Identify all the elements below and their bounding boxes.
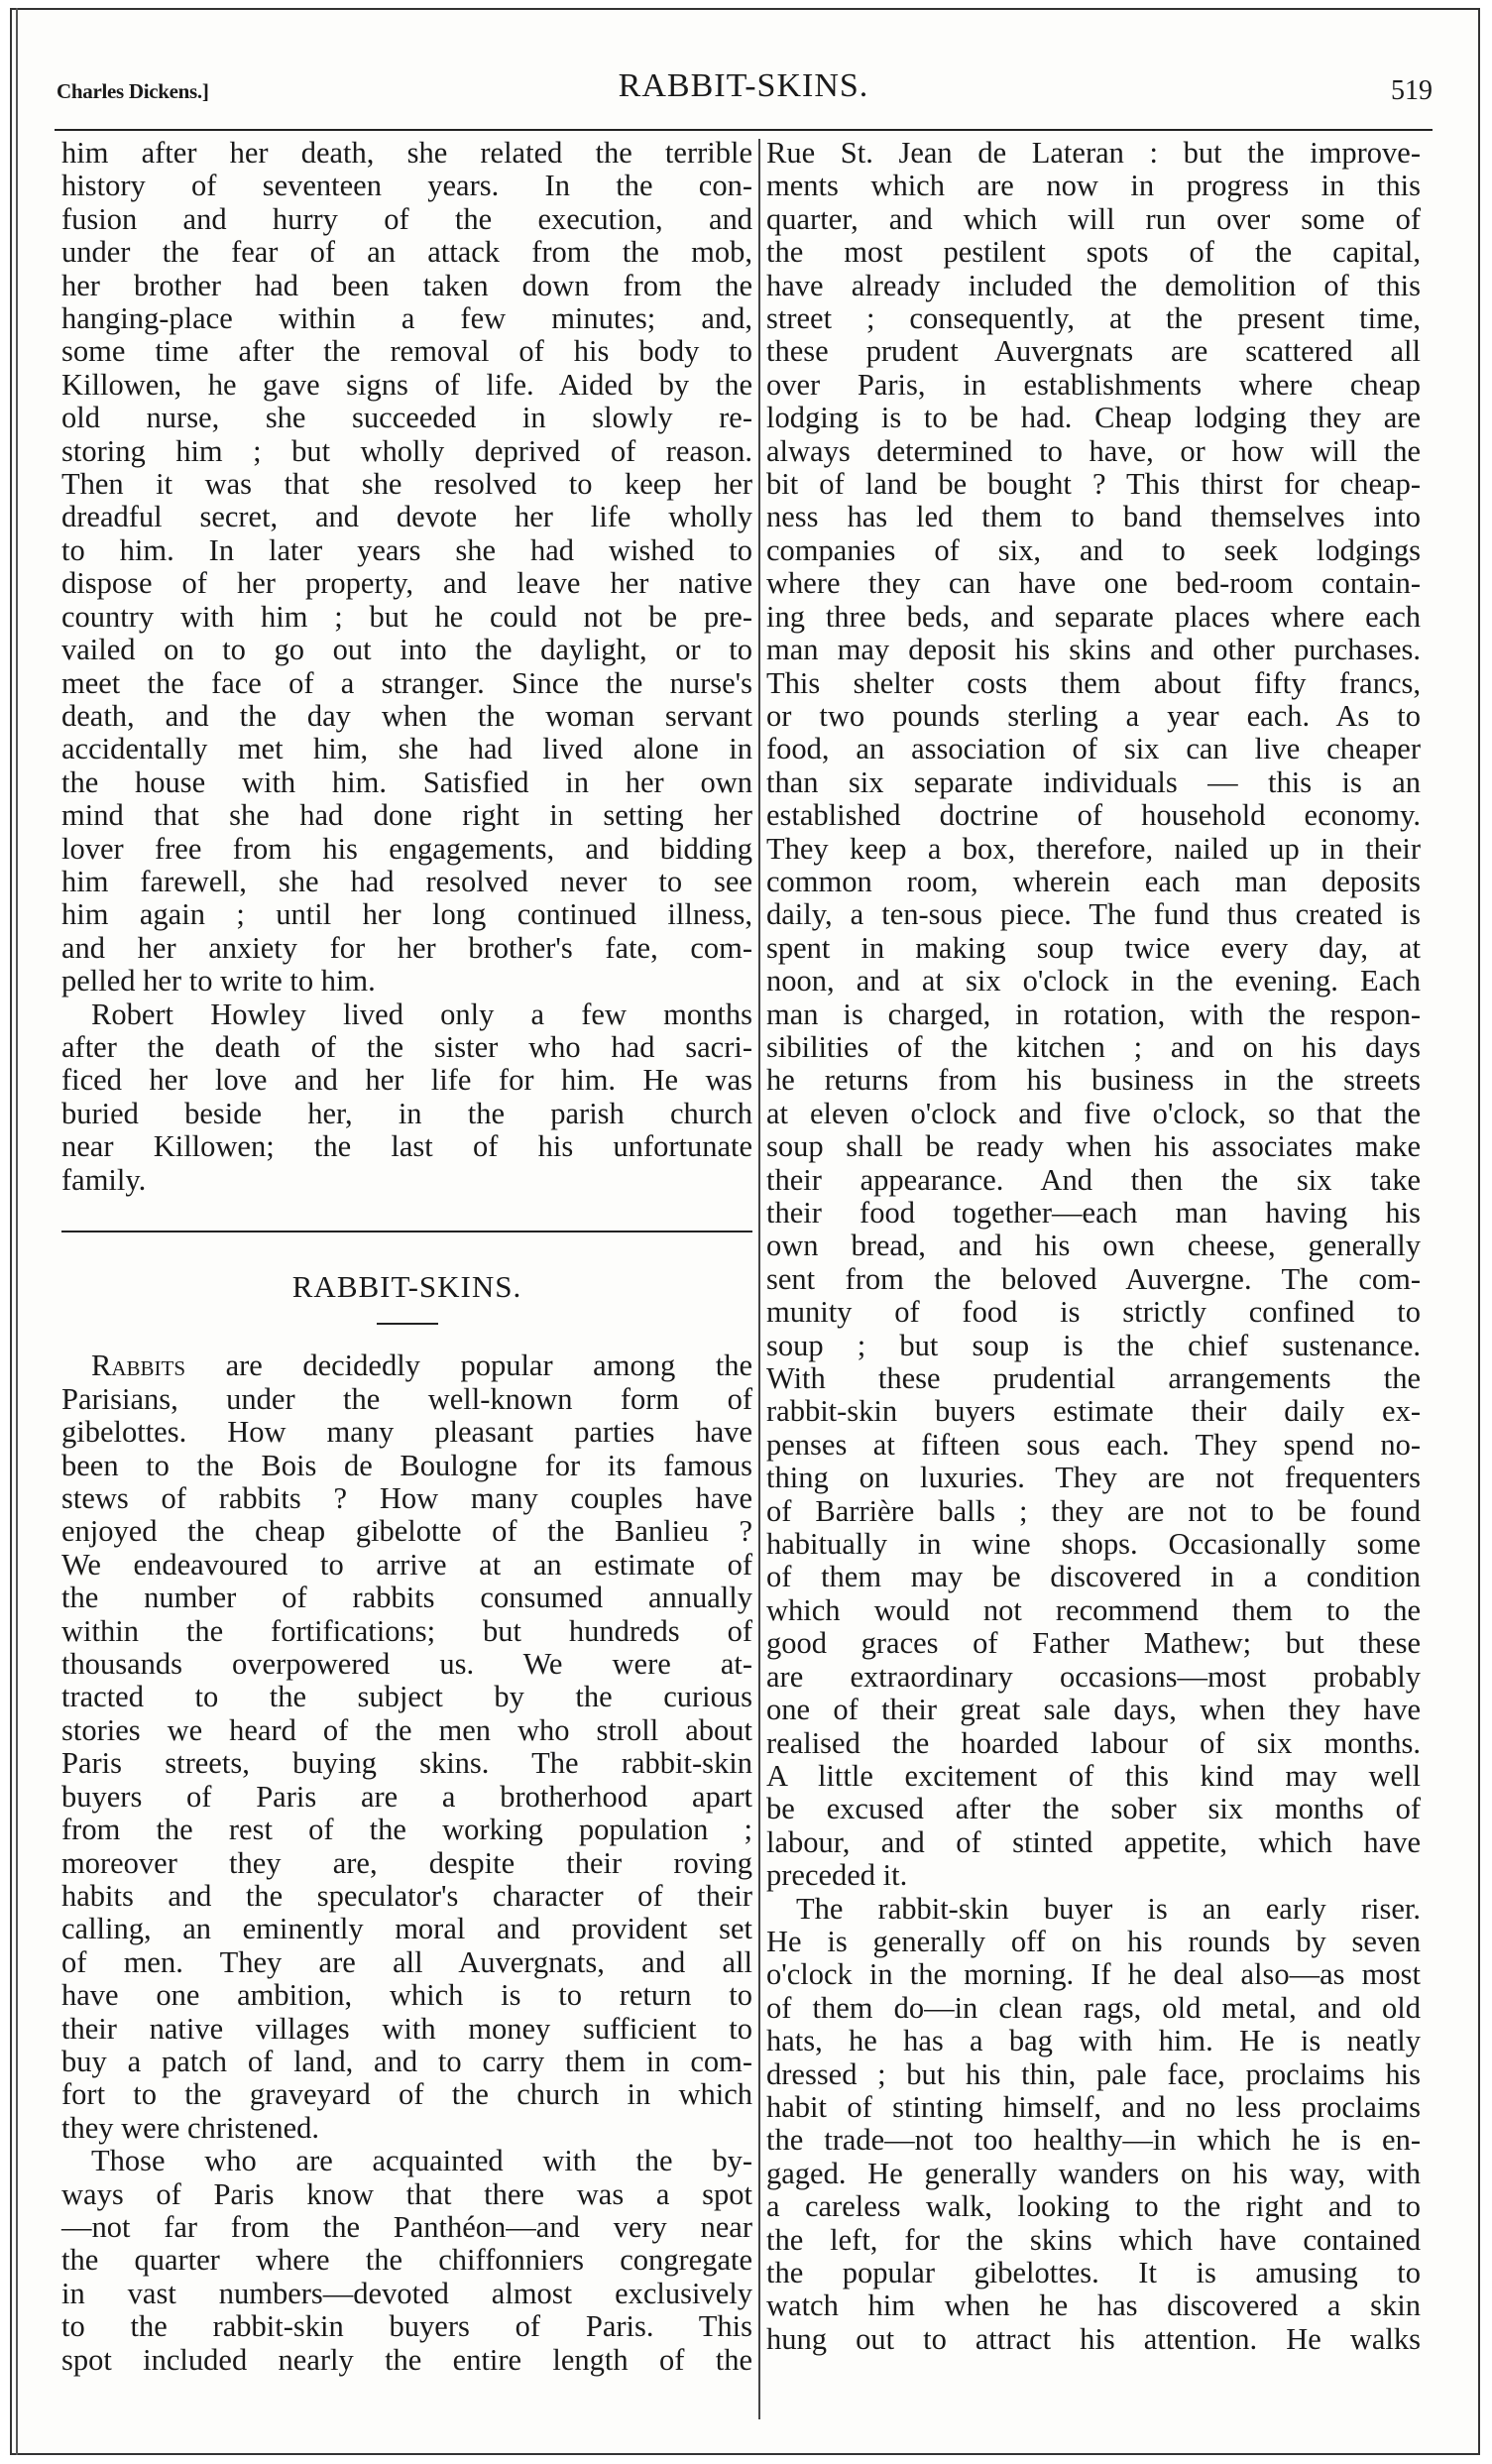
paragraph-line: within the fortifications; but hundreds of (61, 1613, 752, 1648)
paragraph-line: stews of rabbits ? How many couples have (61, 1481, 752, 1516)
paragraph-line: which would not recommend them to the (766, 1592, 1421, 1627)
paragraph-line: in vast numbers—devoted almost exclusively (61, 2276, 752, 2310)
paragraph-line: at eleven o'clock and five o'clock, so that the (766, 1096, 1421, 1130)
paragraph-line: death, and the day when the woman servant (61, 698, 752, 733)
paragraph-line: —not far from the Panthéon—and very near (61, 2209, 752, 2244)
paragraph-line: soup shall be ready when his associates make (766, 1129, 1421, 1164)
paragraph-line: spent in making soup twice every day, at (766, 930, 1421, 965)
paragraph-line: accidentally met him, she had lived alone in (61, 732, 752, 766)
paragraph-line: watch him when he has discovered a skin (766, 2288, 1421, 2323)
paragraph-line: They keep a box, therefore, nailed up in their (766, 831, 1421, 866)
paragraph-line: the most pestilent spots of the capital, (766, 235, 1421, 270)
running-header (55, 59, 1433, 131)
paragraph-line: Rue St. Jean de Lateran : but the improve- (766, 136, 1421, 170)
paragraph-line: country with him ; but he could not be pre- (61, 599, 752, 634)
section-divider (61, 1231, 752, 1232)
paragraph-line: rabbit-skin buyers estimate their daily ex- (766, 1394, 1421, 1429)
paragraph-line: him again ; until her long continued illness, (61, 897, 752, 932)
paragraph-line: are extraordinary occasions—most probably (766, 1659, 1421, 1694)
paragraph-line: spot included nearly the entire length of the (61, 2342, 752, 2377)
paragraph-line: after the death of the sister who had sacri- (61, 1029, 752, 1064)
paragraph-line: to him. In later years she had wished to (61, 532, 752, 567)
paragraph-line: storing him ; but wholly deprived of reason. (61, 433, 752, 468)
paragraph-line: to the rabbit-skin buyers of Paris. This (61, 2309, 752, 2344)
paragraph-line: ments which are now in progress in this (766, 169, 1421, 203)
paragraph-line: family. (61, 1162, 147, 1197)
paragraph-line: The rabbit-skin buyer is an early riser. (796, 1891, 1421, 1926)
paragraph-line: of them may be discovered in a condition (766, 1560, 1421, 1594)
section-title: RABBIT-SKINS. (291, 1269, 522, 1304)
paragraph-line: Paris streets, buying skins. The rabbit-skin (61, 1746, 752, 1781)
paragraph-line: moreover they are, despite their roving (61, 1845, 752, 1880)
paragraph-line: ing three beds, and separate places where each (766, 599, 1421, 634)
paragraph-line: near Killowen; the last of his unfortunate (61, 1129, 752, 1164)
paragraph-line: This shelter costs them about fifty francs, (766, 665, 1421, 700)
paragraph-line: they were christened. (61, 2110, 319, 2145)
paragraph-line: have one ambition, which is to return to (61, 1978, 752, 2013)
paragraph-line: where they can have one bed-room contain- (766, 566, 1421, 601)
paragraph-line: habitually in wine shops. Occasionally some (766, 1527, 1421, 1562)
paragraph-line: munity of food is strictly confined to (766, 1295, 1421, 1330)
paragraph-line: hung out to attract his attention. He walks (766, 2321, 1421, 2356)
paragraph-line: the popular gibelottes. It is amusing to (766, 2256, 1421, 2289)
paragraph-line: their native villages with money sufficient to (61, 2011, 752, 2046)
paragraph-line: hats, he has a bag with him. He is neatly (766, 2024, 1421, 2058)
paragraph-line: Then it was that she resolved to keep her (61, 467, 752, 502)
paragraph-line: habit of stinting himself, and no less proclaims (766, 2089, 1421, 2124)
paragraph-line: realised the hoarded labour of six months. (766, 1725, 1421, 1760)
paragraph-line: him after her death, she related the terrible (61, 136, 752, 170)
paragraph-line: lodging is to be had. Cheap lodging they are (766, 401, 1421, 435)
paragraph-line: gaged. He generally wanders on his way, with (766, 2156, 1421, 2190)
page-number: 519 (1391, 75, 1433, 106)
paragraph-line: We endeavoured to arrive at an estimate of (61, 1547, 752, 1582)
paragraph-line: buyers of Paris are a brotherhood apart (61, 1779, 752, 1814)
paragraph-line: the quarter where the chiffonniers congregate (61, 2243, 752, 2278)
howley-paragraph (61, 998, 752, 1197)
title-underline (377, 1323, 438, 1325)
paragraph-line: old nurse, she succeeded in slowly re- (61, 401, 752, 435)
paragraph-line: of men. They are all Auvergnats, and all (61, 1944, 752, 1979)
right-column (766, 137, 1421, 2356)
paragraph-line: he returns from his business in the streets (766, 1063, 1421, 1098)
paragraph-line: mind that she had done right in setting her (61, 798, 752, 833)
paragraph-line: noon, and at six o'clock in the evening. Each (766, 964, 1421, 998)
paragraph-line: quarter, and which will run over some of (766, 201, 1421, 236)
paragraph-line: Parisians, under the well-known form of (61, 1381, 752, 1416)
paragraph-line: food, an association of six can live cheaper (766, 732, 1421, 766)
paragraph-line: bit of land be bought ? This thirst for cheap- (766, 467, 1421, 502)
header-title: RABBIT-SKINS. (618, 67, 869, 104)
paragraph-line: from the rest of the working population ; (61, 1813, 752, 1847)
lodging-paragraph (766, 137, 1421, 1893)
paragraph-line: or two pounds sterling a year each. As to (766, 698, 1421, 733)
margin-rule (16, 8, 18, 2455)
paragraph-line: under the fear of an attack from the mob, (61, 235, 752, 270)
paragraph-line: some time after the removal of his body to (61, 334, 752, 369)
paragraph-line: thousands overpowered us. We were at- (61, 1647, 752, 1682)
paragraph-line: own bread, and his own cheese, generally (766, 1229, 1421, 1263)
paragraph-line: the left, for the skins which have contained (766, 2222, 1421, 2257)
paragraph-line: the trade—not too healthy—in which he is en- (766, 2123, 1421, 2158)
paragraph-line: With these prudential arrangements the (766, 1361, 1421, 1396)
paragraph-line: her brother had been taken down from the (61, 268, 752, 302)
paragraph-line: established doctrine of household economy. (766, 798, 1421, 833)
paragraph-line: soup ; but soup is the chief sustenance. (766, 1328, 1421, 1362)
paragraph-line: meet the face of a stranger. Since the nurse's (61, 665, 752, 700)
column-divider (758, 139, 760, 2419)
paragraph-line: ness has led them to band themselves into (766, 500, 1421, 534)
paragraph-line: of Barrière balls ; they are not to be found (766, 1493, 1421, 1528)
paragraph-line: thing on luxuries. They are not frequenters (766, 1461, 1421, 1495)
paragraph-line: the number of rabbits consumed annually (61, 1581, 752, 1615)
rabbits-paragraph (61, 1383, 752, 2145)
paragraph-line: be excused after the sober six months of (766, 1792, 1421, 1826)
paragraph-line: sent from the beloved Auvergne. The com- (766, 1261, 1421, 1296)
paragraph-line: man may deposit his skins and other purchases. (766, 633, 1421, 667)
story-ending-paragraph (61, 137, 752, 998)
paragraph-line: their food together—each man having his (766, 1196, 1421, 1230)
paragraph-line: Killowen, he gave signs of life. Aided by the (61, 367, 752, 402)
paragraph-line: and her anxiety for her brother's fate, com- (61, 930, 752, 965)
paragraph-line (61, 1349, 752, 1382)
paragraph-line: pelled her to write to him. (61, 964, 376, 998)
paragraph-line: He is generally off on his rounds by seven (766, 1924, 1421, 1958)
paragraph-line: have already included the demolition of this (766, 268, 1421, 302)
paragraph-line: calling, an eminently moral and provident set (61, 1912, 752, 1946)
paragraph-line: companies of six, and to seek lodgings (766, 532, 1421, 567)
paragraph-line: buried beside her, in the parish church (61, 1096, 752, 1130)
paragraph-line: history of seventeen years. In the con- (61, 169, 752, 203)
paragraph-line: a careless walk, looking to the right and to (766, 2189, 1421, 2224)
paragraph-line: vailed on to go out into the daylight, or to (61, 633, 752, 667)
paragraph-line: one of their great sale days, when they have (766, 1693, 1421, 1727)
paragraph-line: than six separate individuals — this is an (766, 764, 1421, 799)
paragraph-line: gibelottes. How many pleasant parties have (61, 1415, 752, 1450)
drop-word: Rabbits (91, 1349, 186, 1383)
paragraph-line: fusion and hurry of the execution, and (61, 201, 752, 236)
paragraph-line: over Paris, in establishments where cheap (766, 367, 1421, 402)
paragraph-line: street ; consequently, at the present time, (766, 301, 1421, 336)
paragraph-line: dreadful secret, and devote her life wholly (61, 500, 752, 534)
paragraph-line: of them do—in clean rags, old metal, and old (766, 1990, 1421, 2025)
paragraph-line: the house with him. Satisfied in her own (61, 764, 752, 799)
byways-paragraph (61, 2145, 752, 2377)
first-line-rest: are decidedly popular among the (185, 1349, 752, 1383)
paragraph-line: always determined to have, or how will the (766, 433, 1421, 468)
left-column (61, 137, 752, 2377)
paragraph-line: dispose of her property, and leave her native (61, 566, 752, 601)
paragraph-line: ways of Paris know that there was a spot (61, 2176, 752, 2211)
paragraph-line: him farewell, she had resolved never to see (61, 864, 752, 898)
paragraph-line: common room, wherein each man deposits (766, 864, 1421, 898)
paragraph-line: preceded it. (766, 1858, 908, 1893)
paragraph-line: ficed her love and her life for him. He was (61, 1063, 752, 1098)
paragraph-line: their appearance. And then the six take (766, 1162, 1421, 1197)
paragraph-line: these prudent Auvergnats are scattered all (766, 334, 1421, 369)
paragraph-line: tracted to the subject by the curious (61, 1680, 752, 1714)
paragraph-line: stories we heard of the men who stroll about (61, 1712, 752, 1747)
paragraph-line: labour, and of stinted appetite, which have (766, 1824, 1421, 1859)
paragraph-line: been to the Bois de Boulogne for its famous (61, 1448, 752, 1482)
paragraph-line: Robert Howley lived only a few months (91, 997, 752, 1031)
paragraph-line: man is charged, in rotation, with the respon- (766, 997, 1421, 1031)
paragraph-line: sibilities of the kitchen ; and on his days (766, 1029, 1421, 1064)
paragraph-line: lover free from his engagements, and bidding (61, 831, 752, 866)
header-author: Charles Dickens.] (57, 79, 209, 103)
paragraph-line: habits and the speculator's character of their (61, 1878, 752, 1913)
paragraph-line: penses at fifteen sous each. They spend no- (766, 1427, 1421, 1462)
paragraph-line: good graces of Father Mathew; but these (766, 1626, 1421, 1661)
paragraph-line: enjoyed the cheap gibelotte of the Banlieu ? (61, 1514, 752, 1549)
paragraph-line: A little excitement of this kind may well (766, 1758, 1421, 1793)
paragraph-line: dressed ; but his thin, pale face, proclaims his (766, 2056, 1421, 2091)
paragraph-line: o'clock in the morning. If he deal also—as most (766, 1957, 1421, 1992)
paragraph-line: daily, a ten-sous piece. The fund thus created is (766, 897, 1421, 932)
paragraph-line: buy a patch of land, and to carry them in com- (61, 2044, 752, 2078)
paragraph-line: Those who are acquainted with the by- (91, 2144, 752, 2178)
paragraph-line: fort to the graveyard of the church in which (61, 2077, 752, 2112)
riser-paragraph (766, 1893, 1421, 2357)
paragraph-line: hanging-place within a few minutes; and, (61, 301, 752, 336)
